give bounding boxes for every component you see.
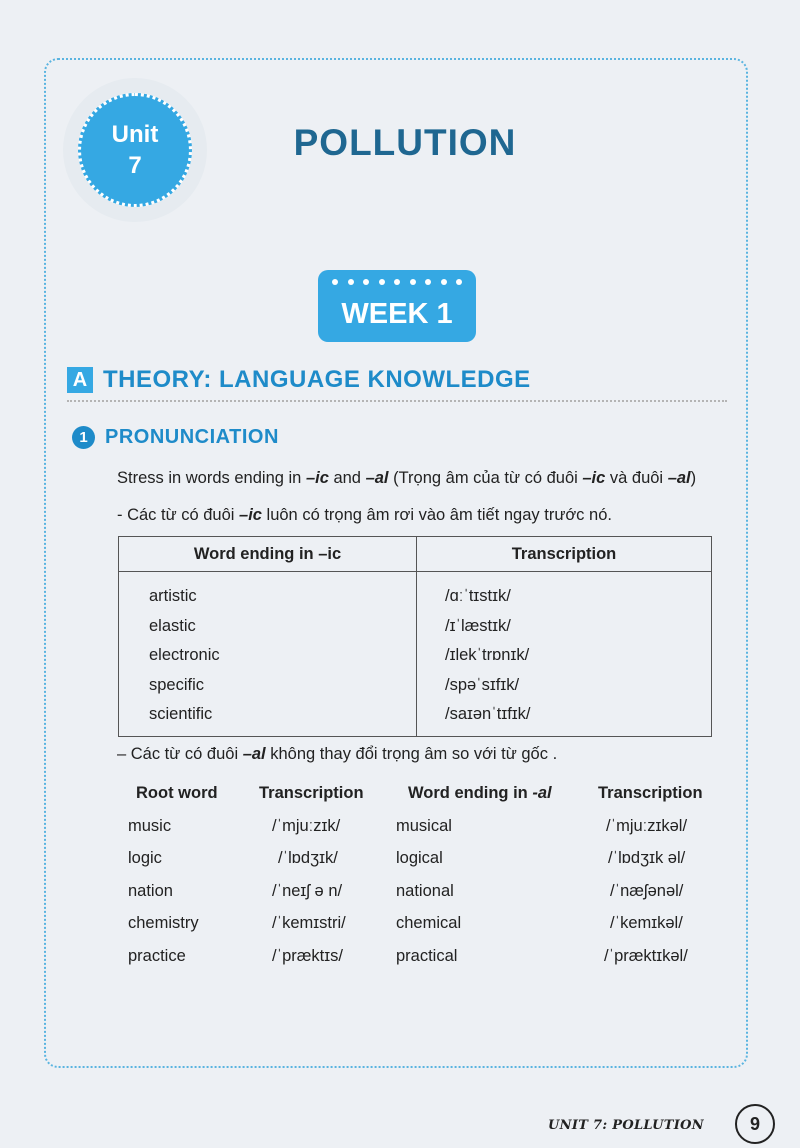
transcription-cell: /ˈpræktɪkəl/ [604,947,688,965]
column-header: Word ending in –ic [119,537,417,572]
table-header-row [119,537,712,572]
transcription-cell: /ˈpræktɪs/ [272,947,343,965]
transcription-cell: /spəˈsɪfɪk/ [417,671,712,701]
footer-unit-title: UNIT 7: POLLUTION [548,1118,704,1133]
word-cell: scientific [119,700,417,736]
transcription-cell: /ˈlɒdʒɪk əl/ [608,849,686,867]
subsection-number-circle: 1 [72,426,95,449]
section-letter-box: A [67,367,93,393]
transcription-cell: /ˈlɒdʒɪk/ [278,849,338,867]
table-row [119,612,712,642]
al-word-cell: logical [396,849,443,867]
unit-badge-label: Unit [111,121,159,148]
al-word-cell: practical [396,947,458,965]
transcription-cell: /ˈneɪʃ ə n/ [272,882,343,900]
week-tab [318,270,476,342]
root-word-cell: chemistry [128,914,199,932]
intro-sentence: Stress in words ending in –ic and –al (Trọng âm của từ có đuôi –ic và đuôi –al) [117,469,697,487]
unit-badge-number: 7 [128,152,142,179]
al-word-cell: musical [396,817,452,835]
table-row [119,572,712,612]
root-word-cell: music [128,817,172,835]
transcription-cell: /ˈkemɪkəl/ [610,914,683,932]
transcription-cell: /ɪlekˈtrɒnɪk/ [417,641,712,671]
word-cell: artistic [119,572,417,612]
table-header-row [0,784,800,814]
page-number: 9 [735,1104,775,1144]
table-row [119,700,712,736]
ic-words-table [118,536,712,737]
transcription-cell: /ˈmjuːzɪk/ [272,817,341,835]
root-word-cell: practice [128,947,186,965]
table-row [0,914,800,944]
table-row [119,671,712,701]
column-header: Root word [136,784,218,802]
transcription-cell: /ˈkemɪstri/ [272,914,346,932]
section-a-heading [67,366,531,394]
section-divider [67,400,727,402]
transcription-cell: /saɪənˈtɪfɪk/ [417,700,712,736]
table-row [0,817,800,847]
column-header: Transcription [598,784,703,802]
root-word-cell: logic [128,849,162,867]
subsection-title: PRONUNCIATION [105,426,279,448]
root-word-cell: nation [128,882,173,900]
column-header: Word ending in -al [408,784,552,802]
table-row [0,882,800,912]
column-header: Transcription [417,537,712,572]
page-title: POLLUTION [293,122,517,163]
rule-ic-note: - Các từ có đuôi –ic luôn có trọng âm rơi vào âm tiết ngay trước nó. [117,506,612,524]
transcription-cell: /ˈmjuːzɪkəl/ [606,817,688,835]
section-a-title: THEORY: LANGUAGE KNOWLEDGE [103,366,531,393]
subsection-heading [72,426,279,449]
al-word-cell: chemical [396,914,462,932]
week-label: WEEK 1 [341,298,453,330]
word-cell: specific [119,671,417,701]
column-header: Transcription [259,784,364,802]
table-row [119,641,712,671]
word-cell: electronic [119,641,417,671]
transcription-cell: /ɑːˈtɪstɪk/ [417,572,712,612]
transcription-cell: /ɪˈlæstɪk/ [417,612,712,642]
transcription-cell: /ˈnæʃənəl/ [610,882,684,900]
week-tab-binding-dots [332,279,462,285]
rule-al-note: – Các từ có đuôi –al không thay đổi trọng âm so với từ gốc . [117,745,558,763]
table-row [0,947,800,977]
word-cell: elastic [119,612,417,642]
table-row [0,849,800,879]
al-word-cell: national [396,882,454,900]
